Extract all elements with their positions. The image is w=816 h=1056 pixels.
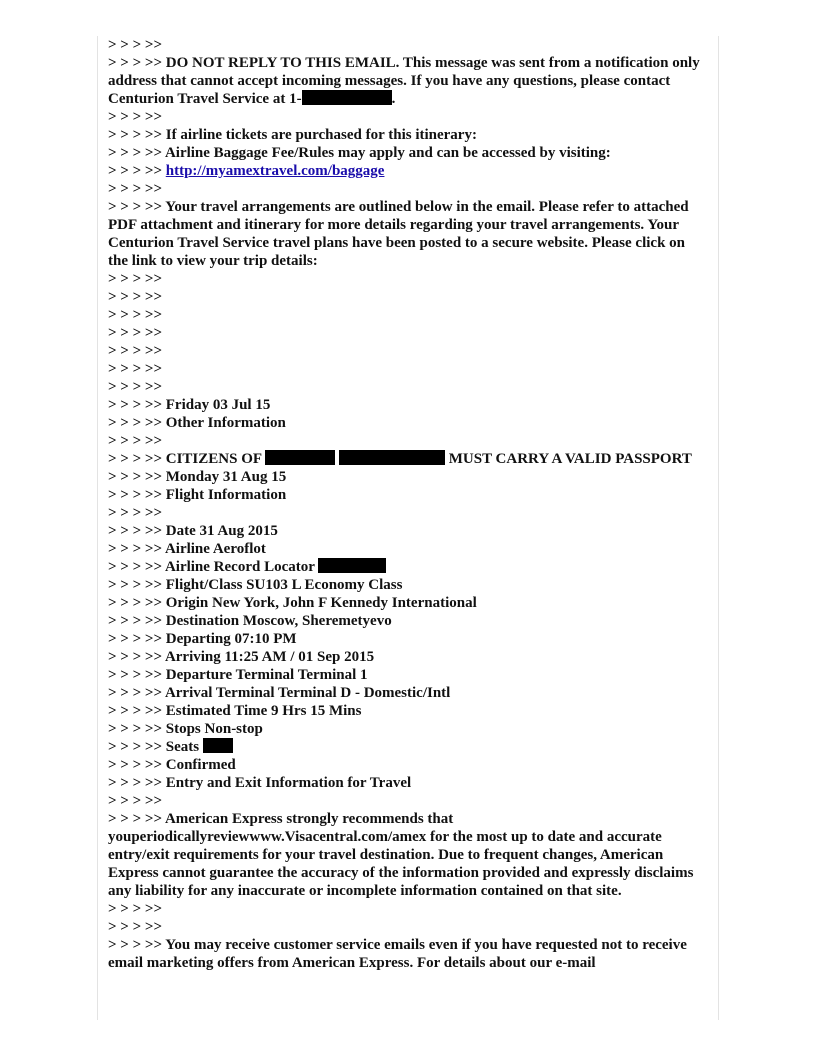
flight-arriving: > > > >> Arriving 11:25 AM / 01 Sep 2015: [108, 649, 375, 665]
quote-line: > > > >>: [108, 793, 162, 809]
baggage-intro: > > > >> If airline tickets are purchased for this itinerary:: [108, 127, 477, 143]
quote-line: > > > >>: [108, 307, 162, 323]
travel-arrangements-paragraph: > > > >> Your travel arrangements are outlined below in the email. Please refer to attached PDF attachment and itinerary for more details regarding your travel arrangements. Your Centurion Travel Service travel plans have been posted to a secure website. Please click on the link to view your trip details:: [108, 199, 693, 269]
flight-departure-terminal: > > > >> Departure Terminal Terminal 1: [108, 667, 368, 683]
section-heading-other-information: > > > >> Other Information: [108, 415, 286, 431]
quote-line: > > > >>: [108, 361, 162, 377]
quote-line: > > > >>: [108, 109, 162, 125]
quote-line: > > > >>: [108, 271, 162, 287]
flight-destination: > > > >> Destination Moscow, Sheremetyevo: [108, 613, 392, 629]
quote-line: > > > >>: [108, 919, 162, 935]
customer-service-paragraph: > > > >> You may receive customer service emails even if you have requested not to receive email marketing offers from American Express. For details about our e-mail: [108, 937, 691, 971]
flight-record-locator: > > > >> Airline Record Locator: [108, 558, 708, 576]
citizens-passport-notice: > > > >> CITIZENS OF MUST CARRY A VALID PASSPORT: [108, 451, 692, 467]
quote-line: > > > >>: [108, 343, 162, 359]
flight-origin: > > > >> Origin New York, John F Kennedy International: [108, 595, 477, 611]
quote-line: > > > >>: [108, 901, 162, 917]
redacted-country-part-1: [265, 450, 335, 465]
flight-seats: > > > >> Seats: [108, 738, 708, 756]
email-page: [97, 36, 719, 1020]
redacted-country-part-2: [339, 450, 445, 465]
section-heading-flight-information: > > > >> Flight Information: [108, 487, 287, 503]
quote-line: > > > >>: [108, 505, 162, 521]
quote-line: > > > >>: [108, 379, 162, 395]
redacted-phone-number: [302, 90, 392, 105]
quote-line: > > > >>: [108, 289, 162, 305]
do-not-reply-notice: > > > >> DO NOT REPLY TO THIS EMAIL. This message was sent from a notification only address that cannot accept incoming messages. If you have any questions, please contact Centurion Travel Service at 1- .: [108, 55, 704, 107]
flight-status: > > > >> Confirmed: [108, 757, 236, 773]
quote-line: > > > >>: [108, 325, 162, 341]
day-date: > > > >> Friday 03 Jul 15: [108, 397, 271, 413]
day-date: > > > >> Monday 31 Aug 15: [108, 469, 287, 485]
flight-departing: > > > >> Departing 07:10 PM: [108, 631, 297, 647]
flight-stops: > > > >> Stops Non-stop: [108, 721, 263, 737]
flight-airline: > > > >> Airline Aeroflot: [108, 541, 266, 557]
redacted-seat: [203, 738, 233, 753]
section-heading-entry-exit: > > > >> Entry and Exit Information for Travel: [108, 775, 412, 791]
quote-line: > > > >>: [108, 37, 162, 53]
flight-class: > > > >> Flight/Class SU103 L Economy Class: [108, 577, 403, 593]
baggage-link[interactable]: http://myamextravel.com/baggage: [165, 163, 385, 179]
quote-line: > > > >>: [108, 433, 162, 449]
entry-exit-paragraph: > > > >> American Express strongly recommends that youperiodicallyreviewwww.Visacentral.com/amex for the most up to date and accurate entry/exit requirements for your travel destination. Due to frequent changes, American Express cannot guarantee the accuracy of the information provided and expressly disclaims any liability for any inaccurate or incomplete information contained on that site.: [108, 811, 698, 899]
flight-date: > > > >> Date 31 Aug 2015: [108, 523, 278, 539]
baggage-link-line: > > > >> http://myamextravel.com/baggage: [108, 163, 385, 179]
redacted-record-locator: [318, 558, 386, 573]
quote-line: > > > >>: [108, 181, 162, 197]
email-body: [108, 36, 708, 972]
baggage-fee-rules: > > > >> Airline Baggage Fee/Rules may apply and can be accessed by visiting:: [108, 145, 611, 161]
flight-arrival-terminal: > > > >> Arrival Terminal Terminal D - Domestic/Intl: [108, 685, 451, 701]
flight-estimated-time: > > > >> Estimated Time 9 Hrs 15 Mins: [108, 703, 362, 719]
